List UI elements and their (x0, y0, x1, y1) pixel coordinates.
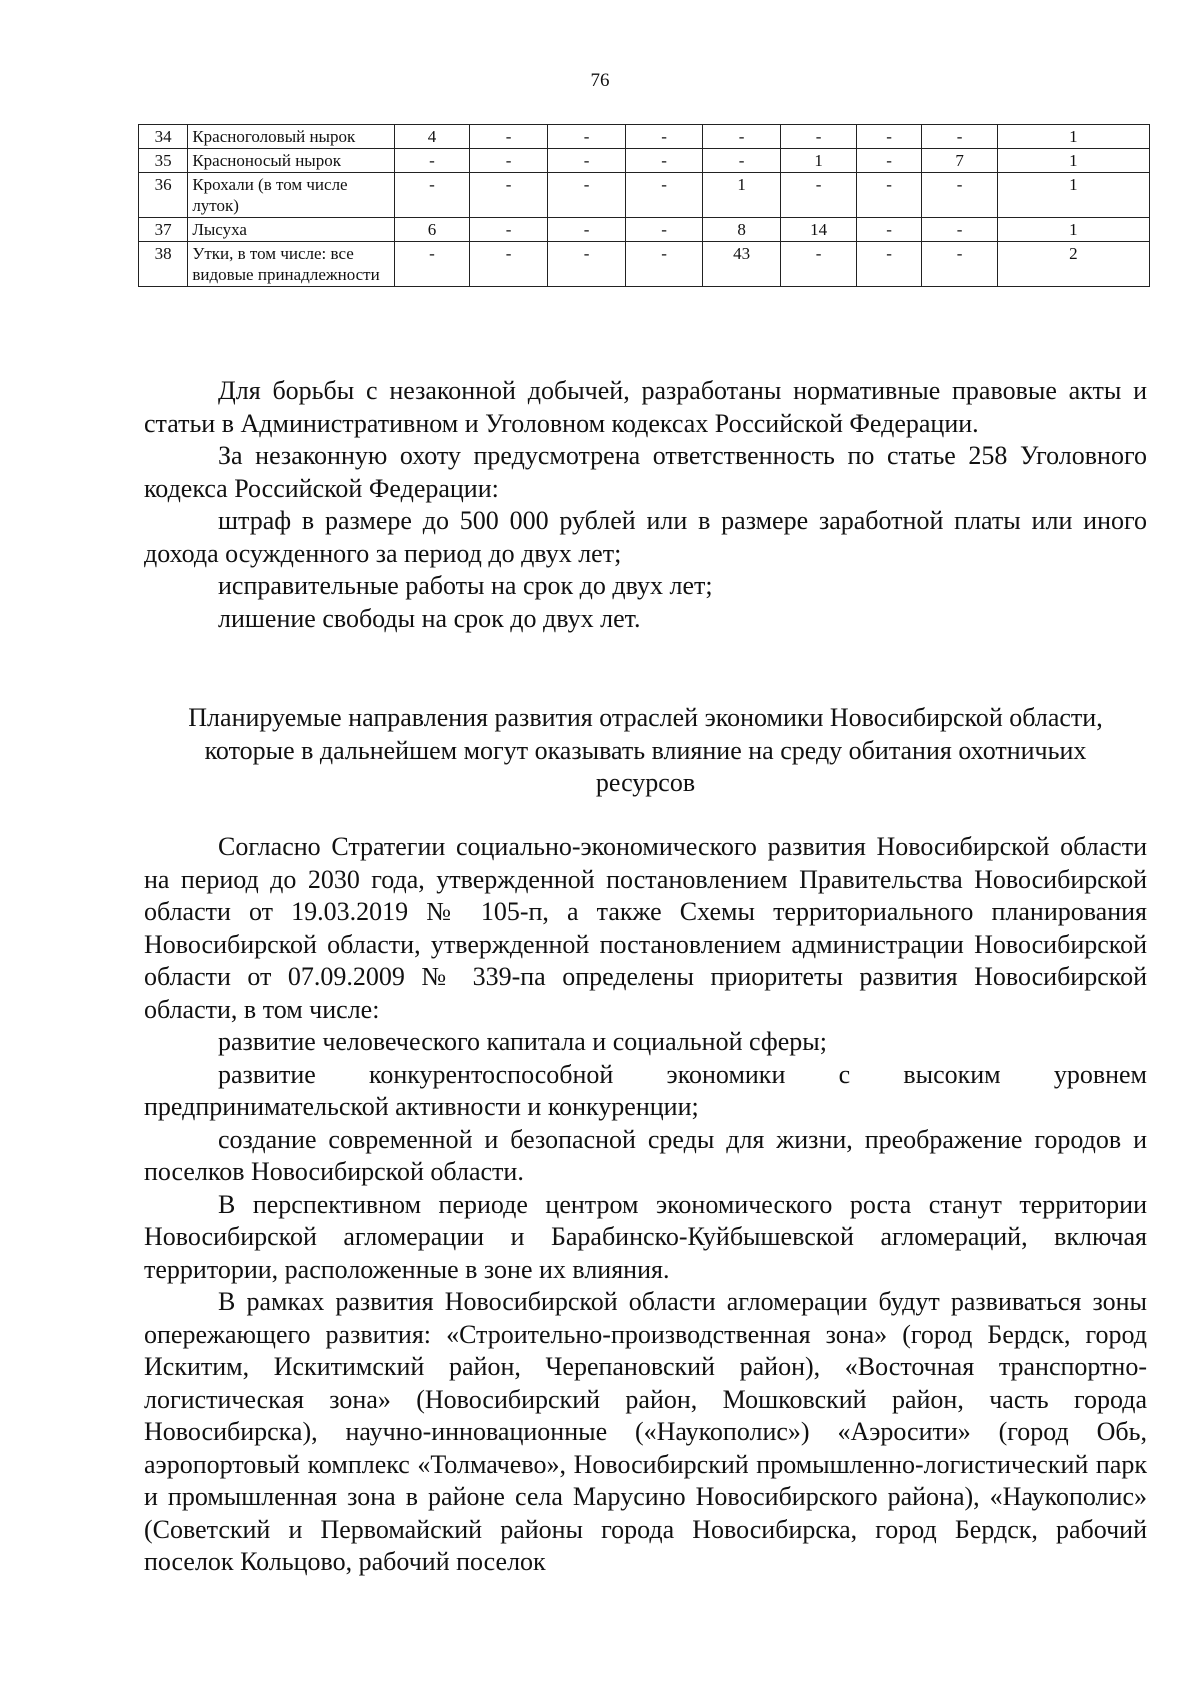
species-name-cell: Крохали (в том числе луток) (188, 173, 394, 218)
value-cell: - (547, 149, 626, 173)
value-cell: 43 (702, 242, 781, 287)
value-cell: - (856, 242, 921, 287)
section-liability (144, 375, 1147, 635)
table-row (139, 125, 1150, 149)
paragraph: Для борьбы с незаконной добычей, разработаны нормативные правовые акты и статьи в Административном и Уголовном кодексах Российской Федерации. (144, 376, 1147, 438)
value-cell: - (394, 173, 470, 218)
value-cell: - (547, 125, 626, 149)
row-number-cell: 38 (139, 242, 188, 287)
value-cell: 1 (781, 149, 857, 173)
page-number: 76 (590, 70, 610, 91)
species-name-cell: Красноголовый нырок (188, 125, 394, 149)
value-cell: - (922, 218, 998, 242)
row-number-cell: 35 (139, 149, 188, 173)
value-cell: 1 (997, 218, 1149, 242)
value-cell: - (781, 242, 857, 287)
value-cell: 7 (922, 149, 998, 173)
paragraph: В перспективном периоде центром экономического роста станут территории Новосибирской агломерации и Барабинско-Куйбышевской агломераций, включая территории, расположенные в зоне их влияния. (144, 1189, 1147, 1284)
value-cell: 4 (394, 125, 470, 149)
value-cell: - (922, 173, 998, 218)
paragraph: лишение свободы на срок до двух лет. (218, 603, 641, 633)
paragraph: Согласно Стратегии социально-экономического развития Новосибирской области на период до 2030 года, утвержденной постановлением Правительства Новосибирской области от 19.03.2019 № 105-п, а также Схемы территориального планирования Новосибирской области, утвержденной постановлением администрации Новосибирской области от 07.09.2009 № 339-па определены приоритеты развития Новосибирской области, в том числе: (144, 832, 1147, 1024)
heading-line: Планируемые направления развития отраслей экономики Новосибирской области, (188, 703, 1103, 732)
value-cell: - (470, 149, 548, 173)
value-cell: - (856, 149, 921, 173)
value-cell: - (547, 242, 626, 287)
value-cell: 8 (702, 218, 781, 242)
value-cell: - (626, 242, 703, 287)
species-name-cell: Красноносый нырок (188, 149, 394, 173)
table-row (139, 173, 1150, 218)
value-cell: 1 (702, 173, 781, 218)
paragraph: развитие человеческого капитала и социальной сферы; (218, 1027, 827, 1056)
value-cell: 14 (781, 218, 857, 242)
value-cell: - (547, 218, 626, 242)
value-cell: 1 (997, 125, 1149, 149)
species-name-cell: Утки, в том числе: все видовые принадлежности (188, 242, 394, 287)
row-number-cell: 36 (139, 173, 188, 218)
value-cell: 1 (997, 173, 1149, 218)
paragraph: развитие конкурентоспособной экономики с высоким уровнем предпринимательской активности и конкуренции; (144, 1059, 1147, 1121)
value-cell: - (922, 125, 998, 149)
value-cell: - (922, 242, 998, 287)
value-cell: - (470, 242, 548, 287)
value-cell: 6 (394, 218, 470, 242)
value-cell: - (781, 125, 857, 149)
value-cell: - (470, 218, 548, 242)
value-cell: - (470, 125, 548, 149)
value-cell: - (702, 149, 781, 173)
value-cell: 1 (997, 149, 1149, 173)
value-cell: - (702, 125, 781, 149)
wildlife-table (138, 124, 1150, 287)
value-cell: - (394, 149, 470, 173)
value-cell: - (856, 173, 921, 218)
paragraph: В рамках развития Новосибирской области агломерации будут развиваться зоны опережающего развития: «Строительно-производственная зона» (город Бердск, город Искитим, Искитимский район, Черепановский район), «Восточная транспортно-логистическая зона» (Новосибирский район, Мошковский район, часть города Новосибирска), научно-инновационные («Наукополис») «Аэросити» (город Обь, аэропортовый комплекс «Толмачево», Новосибирский промышленно-логистический парк и промышленная зона в районе села Марусино Новосибирского района), «Наукополис» (Советский и Первомайский районы города Новосибирска, город Бердск, рабочий поселок Кольцово, рабочий поселок (144, 1287, 1147, 1576)
section-heading (144, 702, 1147, 800)
row-number-cell: 34 (139, 125, 188, 149)
value-cell: - (626, 173, 703, 218)
section-development (144, 831, 1147, 1579)
paragraph: За незаконную охоту предусмотрена ответственность по статье 258 Уголовного кодекса Российской Федерации: (144, 441, 1147, 503)
table-row (139, 242, 1150, 287)
value-cell: - (547, 173, 626, 218)
value-cell: - (781, 173, 857, 218)
heading-line: ресурсов (595, 768, 696, 797)
paragraph: штраф в размере до 500 000 рублей или в размере заработной платы или иного дохода осужденного за период до двух лет; (144, 506, 1147, 568)
paragraph: создание современной и безопасной среды для жизни, преображение городов и поселков Новосибирской области. (144, 1124, 1147, 1186)
row-number-cell: 37 (139, 218, 188, 242)
table-row (139, 218, 1150, 242)
value-cell: - (856, 218, 921, 242)
species-name-cell: Лысуха (188, 218, 394, 242)
value-cell: - (626, 149, 703, 173)
value-cell: - (626, 218, 703, 242)
value-cell: - (394, 242, 470, 287)
value-cell: - (626, 125, 703, 149)
value-cell: - (470, 173, 548, 218)
value-cell: 2 (997, 242, 1149, 287)
heading-line: которые в дальнейшем могут оказывать влияние на среду обитания охотничьих (204, 735, 1087, 765)
table-row (139, 149, 1150, 173)
paragraph: исправительные работы на срок до двух лет; (218, 571, 713, 600)
value-cell: - (856, 125, 921, 149)
